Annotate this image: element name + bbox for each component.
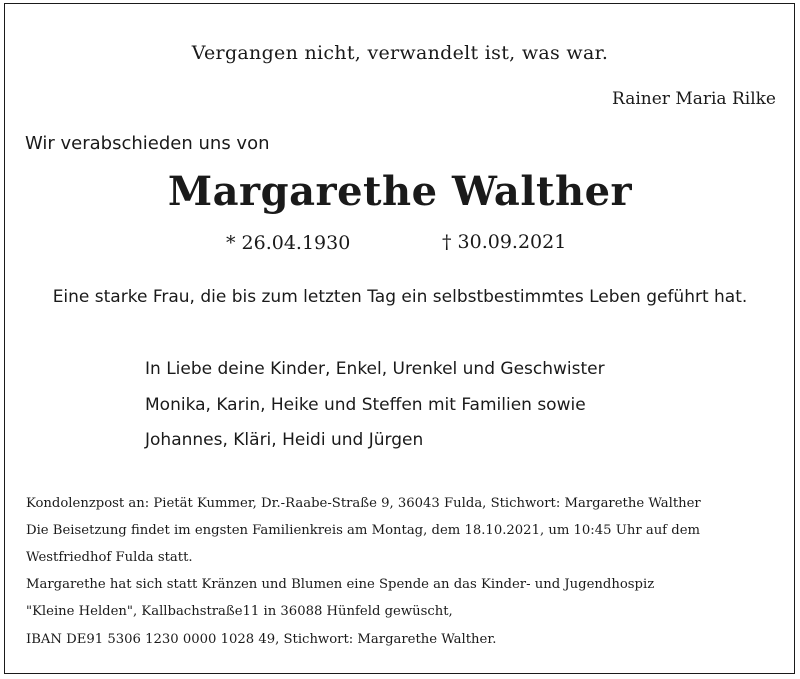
- info-line: Die Beisetzung findet im engsten Familienkreis am Montag, dem 18.10.2021, um 10:45 Uhr auf dem: [26, 523, 701, 538]
- info-line: Westfriedhof Fulda statt.: [26, 550, 193, 565]
- info-line: Margarethe hat sich statt Kränzen und Blumen eine Spende an das Kinder- und Jugendhospiz: [26, 577, 655, 592]
- family-line: Monika, Karin, Heike und Steffen mit Familien sowie: [145, 395, 586, 415]
- quote-text: Vergangen nicht, verwandelt ist, was war.: [191, 42, 609, 64]
- info-line: IBAN DE91 5306 1230 0000 1028 49, Stichwort: Margarethe Walther.: [26, 632, 497, 647]
- tagline: Eine starke Frau, die bis zum letzten Tag ein selbstbestimmtes Leben geführt hat.: [52, 287, 748, 307]
- quote-author: Rainer Maria Rilke: [612, 89, 776, 109]
- info-line: "Kleine Helden", Kallbachstraße11 in 36088 Hünfeld gewüscht,: [26, 604, 453, 619]
- family-line: In Liebe deine Kinder, Enkel, Urenkel und Geschwister: [145, 359, 605, 379]
- intro-text: Wir verabschieden uns von: [25, 133, 270, 154]
- death-date: † 30.09.2021: [442, 231, 567, 253]
- info-line: Kondolenzpost an: Pietät Kummer, Dr.-Raabe-Straße 9, 36043 Fulda, Stichwort: Margarethe Walther: [26, 496, 701, 511]
- deceased-name: Margarethe Walther: [167, 168, 633, 215]
- family-line: Johannes, Kläri, Heidi und Jürgen: [145, 430, 424, 450]
- birth-date: * 26.04.1930: [226, 232, 351, 254]
